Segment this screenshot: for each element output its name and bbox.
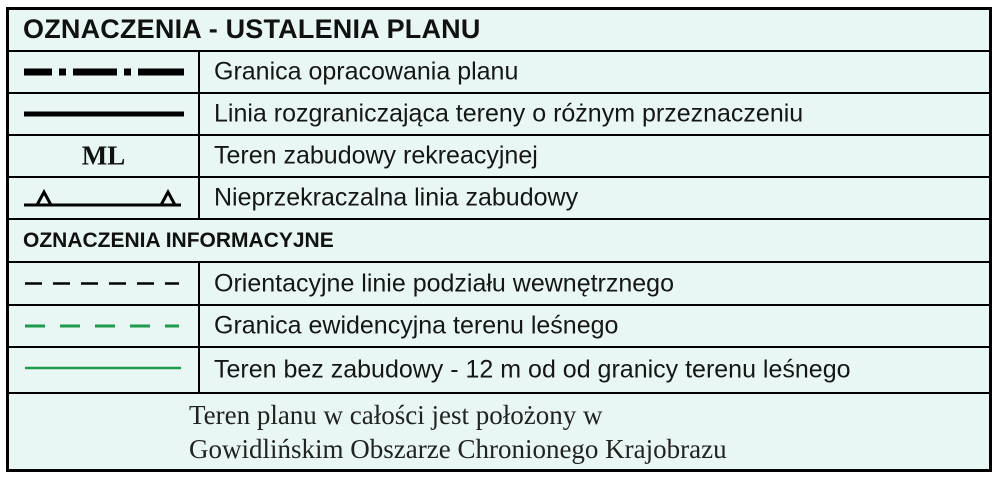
legend-label: Teren bez zabudowy - 12 m od od granicy terenu leśnego <box>214 355 851 384</box>
building-line-triangles-icon <box>9 178 198 218</box>
legend-label: Nieprzekraczalna linia zabudowy <box>214 183 579 212</box>
legend-row-no-build-zone <box>9 348 989 394</box>
legend-row-demarcation-line <box>9 94 989 136</box>
info-section-title: OZNACZENIA INFORMACYJNE <box>23 229 334 252</box>
symbol-cell <box>9 136 200 176</box>
note-line-1: Teren planu w całości jest położony w <box>189 400 603 430</box>
symbol-cell <box>9 178 200 218</box>
legend-label: Teren zabudowy rekreacyjnej <box>214 141 538 170</box>
legend-row-plan-boundary <box>9 52 989 94</box>
legend-table <box>6 7 992 472</box>
landscape-area-note <box>9 394 989 469</box>
legend-label: Orientacyjne linie podziału wewnętrznego <box>214 269 674 297</box>
symbol-cell <box>9 348 200 392</box>
symbol-cell <box>9 94 200 134</box>
symbol-cell <box>9 263 200 304</box>
legend-label: Granica ewidencyjna terenu leśnego <box>214 311 619 340</box>
ml-symbol-text: ML <box>81 140 126 171</box>
legend-label: Linia rozgraniczająca tereny o różnym przeznaczeniu <box>214 99 804 128</box>
green-dashed-line-icon <box>9 306 198 346</box>
symbol-cell <box>9 306 200 346</box>
legend-title: OZNACZENIA - USTALENIA PLANU <box>23 14 481 44</box>
legend-header <box>9 10 989 52</box>
legend-row-building-line <box>9 178 989 220</box>
legend-row-recreational-area <box>9 136 989 178</box>
black-dashed-line-icon <box>9 263 198 304</box>
legend-row-forest-boundary <box>9 306 989 348</box>
note-line-2: Gowidlińskim Obszarze Chronionego Krajobrazu <box>189 434 727 464</box>
symbol-cell <box>9 52 200 92</box>
info-section-header <box>9 220 989 263</box>
solid-thick-line-icon <box>9 94 198 134</box>
dash-dot-line-icon <box>9 52 198 92</box>
legend-label: Granica opracowania planu <box>214 57 519 86</box>
green-solid-line-icon <box>9 348 198 392</box>
legend-row-internal-division <box>9 263 989 306</box>
